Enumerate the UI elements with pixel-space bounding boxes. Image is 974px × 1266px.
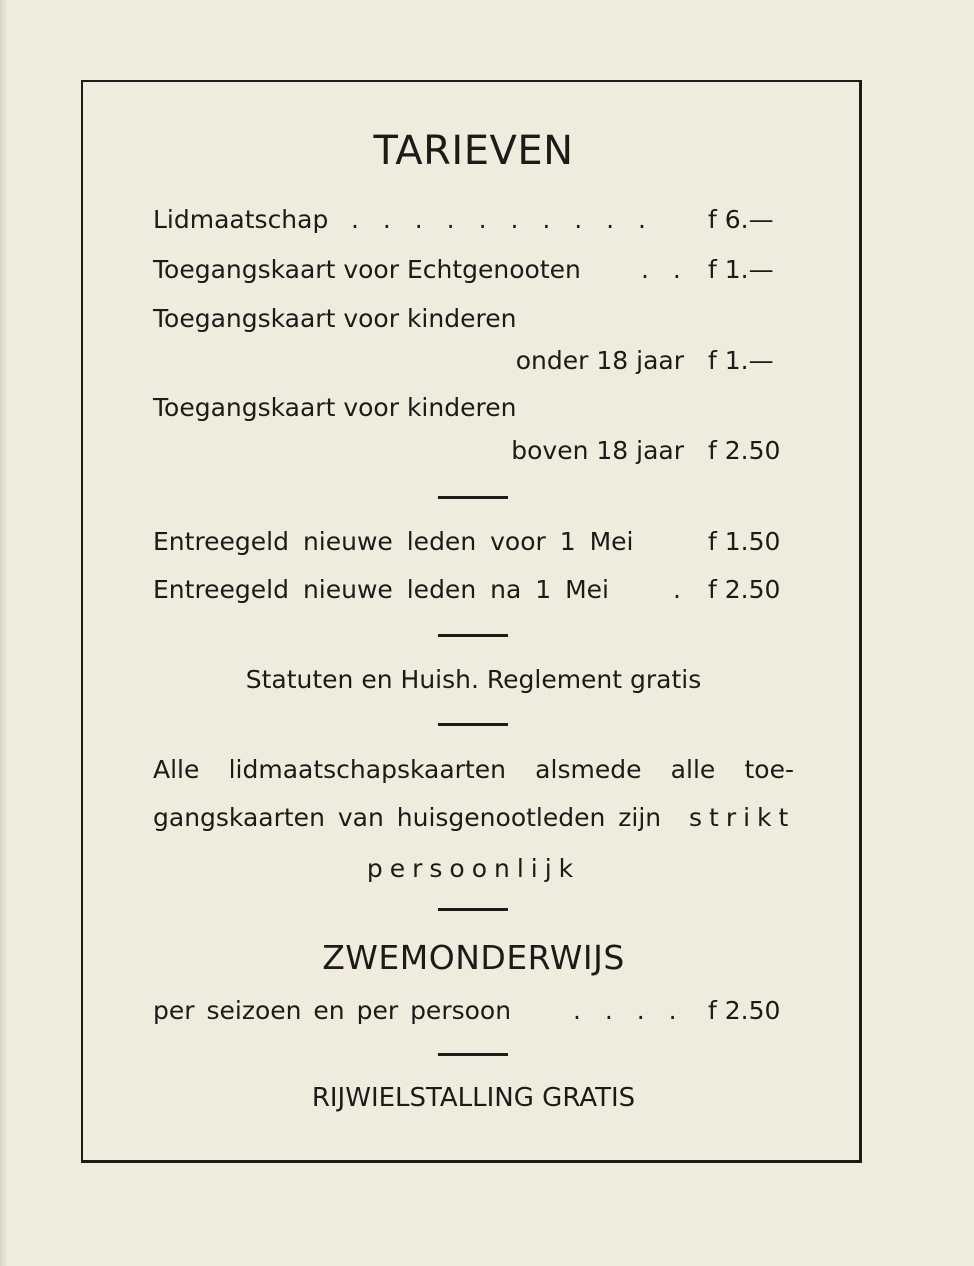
tariff-price: f 1.— xyxy=(708,346,774,375)
statutes-line: Statuten en Huish. Reglement gratis xyxy=(245,665,702,694)
dot-leader: . . . . xyxy=(573,996,685,1025)
swimming-price: f 2.50 xyxy=(708,996,781,1025)
tariff-row-children-under-18 xyxy=(153,343,794,379)
swimming-label: per seizoen en per persoon xyxy=(153,996,512,1025)
tariff-sublabel: onder 18 jaar xyxy=(515,346,684,375)
entrance-row-before-may xyxy=(153,524,794,560)
tariff-row-children-over-18-label xyxy=(153,390,794,426)
entrance-price: f 2.50 xyxy=(708,575,781,604)
notice-line-2 xyxy=(153,800,794,836)
dot-leader: . xyxy=(673,575,689,604)
tariff-price: f 6.— xyxy=(708,205,774,234)
tariff-price: f 1.— xyxy=(708,255,774,284)
divider-rule xyxy=(438,1053,508,1056)
notice-text: gangskaarten van huisgenootleden zijn xyxy=(153,803,662,832)
tariff-row-membership xyxy=(153,202,794,238)
entrance-label: Entreegeld nieuwe leden na 1 Mei xyxy=(153,575,609,604)
tariff-label: Toegangskaart voor kinderen xyxy=(153,393,517,422)
divider-rule xyxy=(438,496,508,499)
tariff-row-spouse xyxy=(153,252,794,288)
notice-emphasis: strikt xyxy=(689,803,796,832)
tariff-price: f 2.50 xyxy=(708,436,781,465)
tariff-row-children-under-18-label xyxy=(153,301,794,337)
bicycle-line: RIJWIELSTALLING GRATIS xyxy=(311,1083,636,1113)
entrance-label: Entreegeld nieuwe leden voor 1 Mei xyxy=(153,527,634,556)
entrance-row-after-may xyxy=(153,572,794,608)
divider-rule xyxy=(438,634,508,637)
dot-leader: . . . . . . . . . . xyxy=(351,205,654,234)
dot-leader: . . xyxy=(641,255,689,284)
divider-rule xyxy=(438,723,508,726)
page-title: TARIEVEN xyxy=(373,128,574,174)
tariff-row-children-over-18 xyxy=(153,433,794,469)
tariff-label: Toegangskaart voor Echtgenooten xyxy=(153,255,581,284)
entrance-price: f 1.50 xyxy=(708,527,781,556)
swimming-row xyxy=(153,993,794,1029)
notice-line-3: persoonlijk xyxy=(366,854,581,883)
page-edge xyxy=(0,0,8,1266)
notice-line-1: Alle lidmaatschapskaarten alsmede alle toe- xyxy=(153,755,794,784)
tariff-label: Lidmaatschap xyxy=(153,205,329,234)
tariff-label: Toegangskaart voor kinderen xyxy=(153,304,517,333)
tariff-sublabel: boven 18 jaar xyxy=(511,436,684,465)
divider-rule xyxy=(438,908,508,911)
swimming-heading: ZWEMONDERWIJS xyxy=(322,938,625,977)
